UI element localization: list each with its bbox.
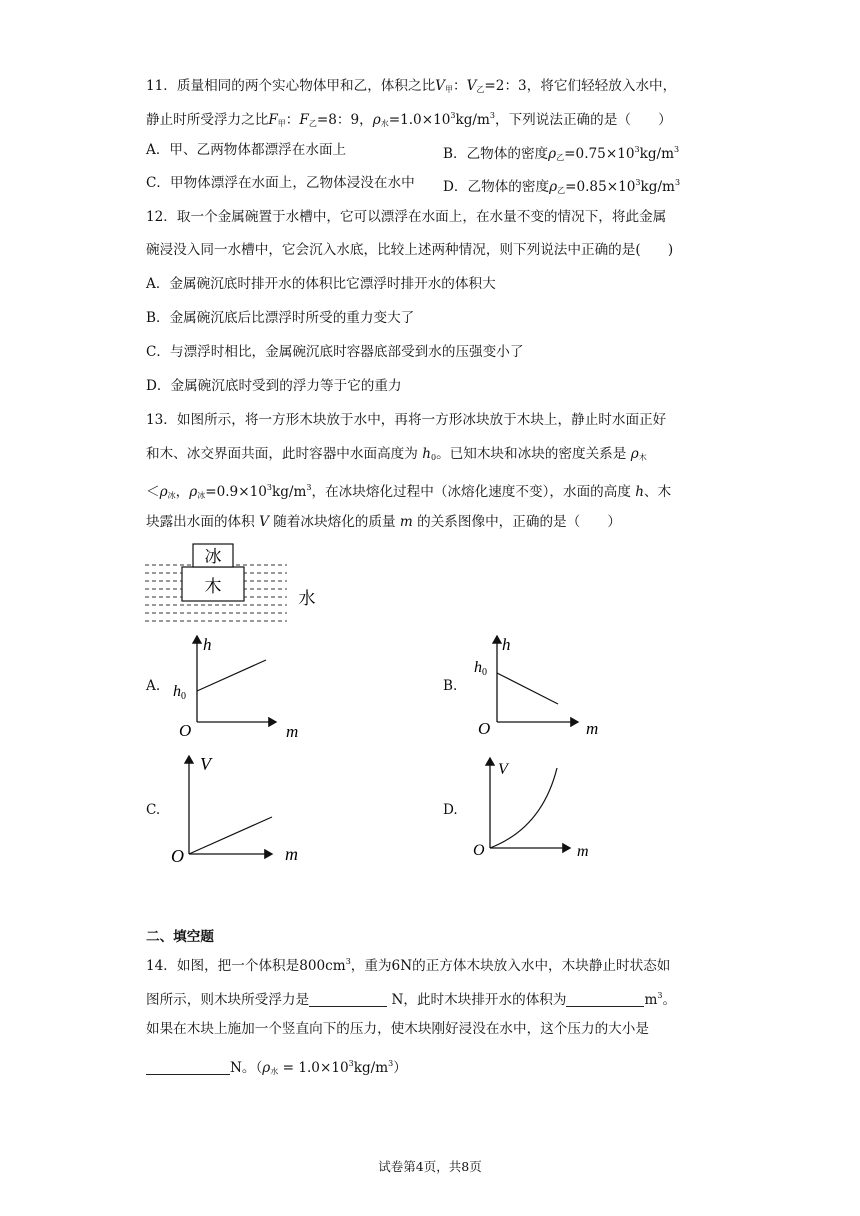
q11-option-d: D．乙物体的密度$\rho_乙=0.85\times 10^3kg/m^3$ xyxy=(443,178,681,195)
q13-option-d-label: D. xyxy=(443,802,458,818)
q13-line3: $<\rho_冰$，$\rho_冰=0.9\times 10^3kg/m^3$，在冰块熔化过程中（冰熔化速度不变），水面的高度 h、木 xyxy=(146,483,672,500)
q12-option-b: B．金属碗沉底后比漂浮时所受的重力变大了 xyxy=(146,310,415,326)
q13-option-c-label: C. xyxy=(146,802,161,818)
q14-line1: 14．如图，把一个体积是$800cm^3$，重为6N的正方体木块放入水中，木块静止时状态如 xyxy=(146,957,671,974)
q12-line2: 碗浸没入同一水槽中，它会沉入水底，比较上述两种情况，则下列说法中正确的是( ) xyxy=(146,242,674,258)
q14-line2: 图所示，则木块所受浮力是 N，此时木块排开水的体积为 $m^3$。 xyxy=(146,991,677,1008)
q12-line1: 12．取一个金属碗置于水槽中，它可以漂浮在水面上，在水量不变的情况下，将此金属 xyxy=(146,209,667,225)
q11-line1: 11．质量相同的两个实心物体甲和乙，体积之比$V_甲$：$V_乙=2$：3，将它们轻轻放入水中， xyxy=(146,78,677,94)
q13-line4: 块露出水面的体积 V 随着冰块熔化的质量 m 的关系图像中，正确的是（ ） xyxy=(146,514,622,530)
x-axis-label: m xyxy=(586,719,599,738)
graph-line xyxy=(497,673,558,704)
y-axis-label: V xyxy=(498,761,508,778)
ice-label: 冰 xyxy=(204,547,222,566)
q12-option-c: C．与漂浮时相比，金属碗沉底时容器底部受到水的压强变小了 xyxy=(146,344,524,360)
q13-line2: 和木、冰交界面共面，此时容器中水面高度为 $h_0$。已知木块和冰块的密度关系是 $\rho_木$ xyxy=(146,446,647,462)
answer-blank-1[interactable] xyxy=(309,992,387,1007)
x-axis-label: m xyxy=(286,722,299,740)
origin-label: O xyxy=(478,719,491,738)
h0-label: h0 xyxy=(173,683,186,702)
q11-option-a: A．甲、乙两物体都漂浮在水面上 xyxy=(146,142,347,158)
graph-curve xyxy=(490,768,557,848)
q13-option-b-label: B. xyxy=(443,678,458,694)
wood-label: 木 xyxy=(204,577,222,596)
y-axis-label: h xyxy=(502,635,511,654)
x-axis-label: m xyxy=(577,843,589,860)
graph-line xyxy=(189,817,272,854)
answer-blank-2[interactable] xyxy=(566,992,644,1007)
x-axis-label: m xyxy=(285,844,298,864)
answer-blank-3[interactable] xyxy=(146,1060,230,1075)
origin-label: O xyxy=(179,721,192,740)
y-axis-label: h xyxy=(203,635,212,654)
q11-line2: 静止时所受浮力之比$F_甲$：$F_乙=8$：9，$\rho_水=1.0\times 10^3kg/m^3$，下列说法正确的是（ ） xyxy=(146,111,672,128)
origin-label: O xyxy=(473,842,485,859)
q13-option-d-graph xyxy=(470,750,620,870)
q13-option-a-graph xyxy=(168,630,318,740)
page-footer: 试卷第4页，共8页 xyxy=(378,1159,482,1174)
q14-line4: N。$(\rho_水 = 1.0\times 10^3kg/m^3)$ xyxy=(146,1054,407,1082)
q11-option-b: B．乙物体的密度$\rho_乙=0.75\times 10^3kg/m^3$ xyxy=(443,145,680,162)
section-title-fill-in: 二、填空题 xyxy=(146,929,214,945)
graph-line xyxy=(197,660,266,691)
h0-label: h0 xyxy=(474,659,487,678)
q13-figure-ice-wood-water xyxy=(145,540,335,630)
q13-line1: 13．如图所示，将一方形木块放于水中，再将一方形冰块放于木块上，静止时水面正好 xyxy=(146,412,667,428)
water-label: 水 xyxy=(298,589,316,608)
origin-label: O xyxy=(171,846,184,866)
q13-option-b-graph xyxy=(470,630,620,740)
q13-option-c-graph xyxy=(168,750,318,870)
q13-option-a-label: A. xyxy=(146,678,161,694)
q12-option-a: A．金属碗沉底时排开水的体积比它漂浮时排开水的体积大 xyxy=(146,276,496,292)
q14-line3: 如果在木块上施加一个竖直向下的压力，使木块刚好浸没在水中，这个压力的大小是 xyxy=(146,1021,649,1037)
q11-option-c: C．甲物体漂浮在水面上，乙物体浸没在水中 xyxy=(146,175,415,191)
q12-option-d: D．金属碗沉底时受到的浮力等于它的重力 xyxy=(146,378,402,394)
y-axis-label: V xyxy=(200,754,211,774)
